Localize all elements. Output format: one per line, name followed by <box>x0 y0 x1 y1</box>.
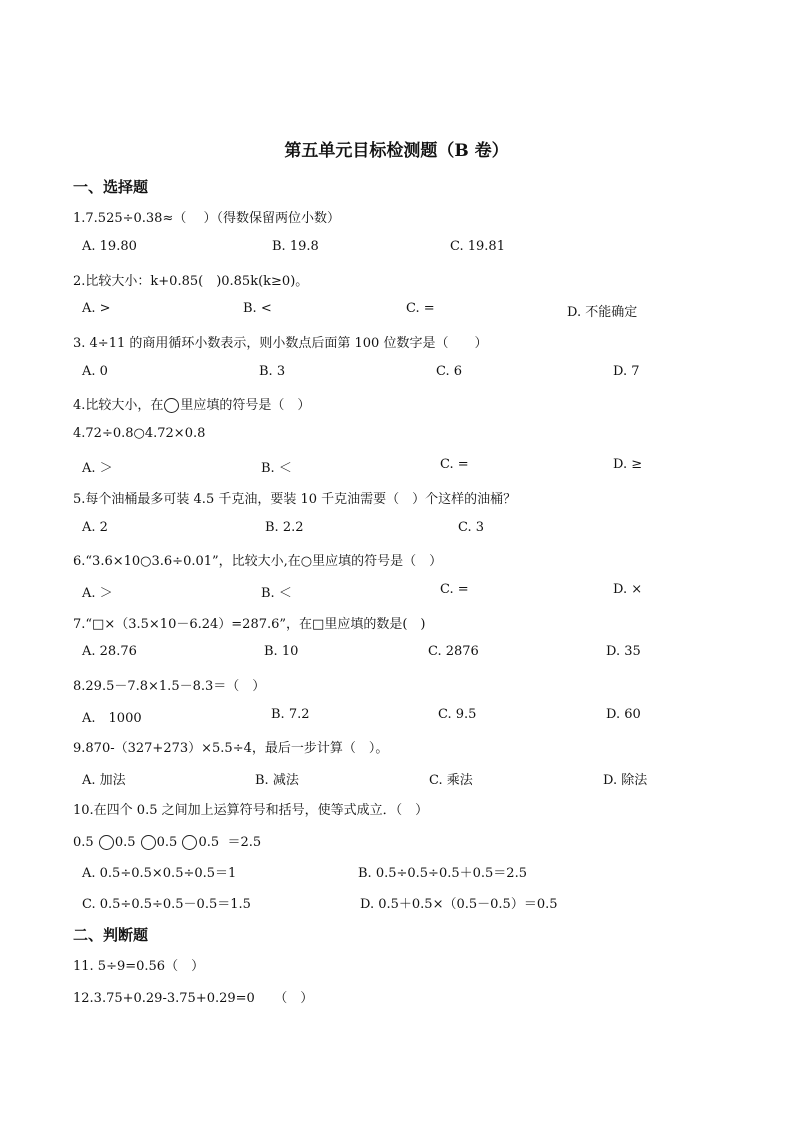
q4-option-b: B. ＜ <box>261 461 292 476</box>
question-6: 6.“3.6×10○3.6÷0.01”，比较大小,在○里应填的符号是（ ） <box>73 554 443 569</box>
section-heading-true-false: 二、判断题 <box>73 926 149 944</box>
question-2: 2.比较大小：k+0.85( )0.85k(k≥0)。 <box>73 274 309 289</box>
q7-option-b: B. 10 <box>264 644 299 659</box>
q10-equation <box>73 831 261 850</box>
q9-option-d: D. 除法 <box>603 773 648 788</box>
q5-option-b: B. 2.2 <box>265 520 304 535</box>
question-10: 10.在四个 0.5 之间加上运算符号和括号，使等式成立．（ ） <box>73 803 429 818</box>
question-9: 9.870-（327+273）×5.5÷4，最后一步计算（ ）。 <box>73 741 389 756</box>
q3-option-a: A. 0 <box>82 364 108 379</box>
q4-text-before: 4.比较大小，在 <box>73 398 164 413</box>
q4-option-a: A. ＞ <box>82 461 113 476</box>
circle-blank-icon <box>141 835 156 850</box>
question-12: 12.3.75+0.29-3.75+0.29=0 （ ） <box>73 991 314 1006</box>
q2-option-c: C. = <box>406 301 435 316</box>
q8-option-c: C. 9.5 <box>438 707 477 722</box>
q7-option-c: C. 2876 <box>428 644 479 659</box>
question-8: 8.29.5－7.8×1.5－8.3＝（ ） <box>73 679 266 694</box>
question-7: 7.“□×（3.5×10－6.24）=287.6”，在□里应填的数是( ) <box>73 617 426 632</box>
q6-option-d: D. × <box>613 582 643 597</box>
q10-option-c: C. 0.5÷0.5÷0.5－0.5＝1.5 <box>82 897 251 912</box>
circle-blank-icon <box>182 835 197 850</box>
q5-option-c: C. 3 <box>458 520 485 535</box>
q3-option-b: B. 3 <box>259 364 286 379</box>
q6-option-a: A. ＞ <box>82 586 113 601</box>
q9-option-c: C. 乘法 <box>429 773 473 788</box>
q2-option-d: D. 不能确定 <box>567 305 638 320</box>
q4-text-after: 里应填的符号是（ ） <box>180 398 311 413</box>
q10-option-b: B. 0.5÷0.5÷0.5＋0.5＝2.5 <box>358 866 527 881</box>
q1-option-b: B. 19.8 <box>272 239 319 254</box>
q1-option-a: A. 19.80 <box>82 239 137 254</box>
q8-option-b: B. 7.2 <box>271 707 310 722</box>
question-1: 1.7.525÷0.38≈（ ）（得数保留两位小数） <box>73 211 340 226</box>
circle-blank-icon <box>99 835 114 850</box>
q3-option-d: D. 7 <box>613 364 640 379</box>
q4-option-d: D. ≥ <box>613 457 643 472</box>
q5-option-a: A. 2 <box>82 520 108 535</box>
q8-option-d: D. 60 <box>606 707 641 722</box>
q6-option-c: C. = <box>440 582 469 597</box>
q4-expression: 4.72÷0.8○4.72×0.8 <box>73 426 206 441</box>
q10-number-2: 0.5 <box>114 835 136 850</box>
q3-option-c: C. 6 <box>436 364 463 379</box>
q7-option-d: D. 35 <box>606 644 641 659</box>
q8-option-a: A. 1000 <box>82 711 142 726</box>
q10-result: ＝2.5 <box>227 835 262 850</box>
q9-option-b: B. 减法 <box>255 773 299 788</box>
q2-option-b: B. < <box>243 301 272 316</box>
q7-option-a: A. 28.76 <box>82 644 137 659</box>
q10-option-a: A. 0.5÷0.5×0.5÷0.5＝1 <box>82 866 237 881</box>
section-heading-multiple-choice: 一、选择题 <box>73 178 149 196</box>
circle-blank-icon <box>164 398 179 413</box>
question-3: 3. 4÷11 的商用循环小数表示，则小数点后面第 100 位数字是（ ） <box>73 336 488 351</box>
page-title: 第五单元目标检测题（B 卷） <box>284 141 509 161</box>
q1-option-c: C. 19.81 <box>450 239 505 254</box>
q2-option-a: A. > <box>82 301 111 316</box>
q10-number-4: 0.5 <box>198 835 220 850</box>
q10-number-3: 0.5 <box>156 835 178 850</box>
q10-number-1: 0.5 <box>73 835 94 850</box>
question-5: 5.每个油桶最多可装 4.5 千克油，要装 10 千克油需要（ ）个这样的油桶？ <box>73 492 517 507</box>
q6-option-b: B. ＜ <box>261 586 292 601</box>
q4-option-c: C. = <box>440 457 469 472</box>
q10-option-d: D. 0.5＋0.5×（0.5－0.5）＝0.5 <box>360 897 558 912</box>
question-11: 11. 5÷9=0.56（ ） <box>73 959 205 974</box>
question-4 <box>73 394 310 413</box>
q9-option-a: A. 加法 <box>82 773 126 788</box>
